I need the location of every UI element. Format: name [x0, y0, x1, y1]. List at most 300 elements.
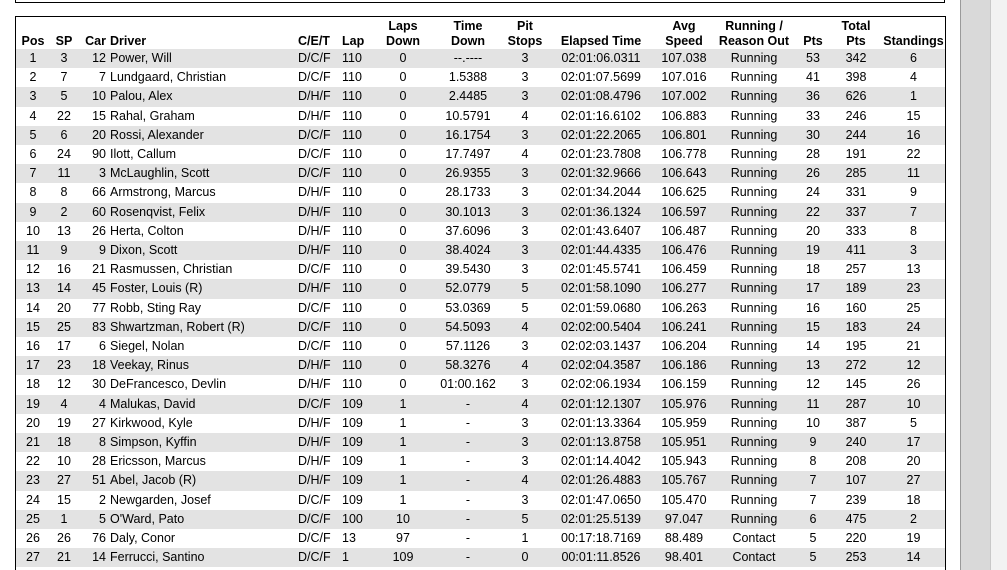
cell-elapsed: 02:01:34.2044 — [561, 185, 641, 200]
cell-standings: 4 — [910, 70, 917, 85]
race-results-table — [16, 17, 945, 567]
cell-cet: D/H/F — [298, 415, 331, 430]
cell-lap: 110 — [342, 204, 362, 219]
cell-pts: 12 — [806, 377, 820, 392]
cell-sp: 17 — [57, 339, 71, 354]
cell-time-down: - — [465, 415, 471, 430]
cell-laps-down: 0 — [399, 262, 407, 277]
cell-laps-down: 1 — [399, 435, 407, 450]
cell-laps-down: 1 — [399, 396, 407, 411]
cell-standings: 14 — [906, 550, 921, 565]
cell-standings: 6 — [910, 51, 917, 65]
cell-elapsed: 02:01:08.4796 — [561, 89, 641, 104]
table-row — [16, 279, 945, 298]
cell-standings: 7 — [910, 204, 917, 219]
cell-status: Running — [730, 492, 778, 507]
table-row — [16, 87, 945, 106]
cell-pts: 41 — [806, 70, 820, 85]
cell-total: 257 — [845, 262, 867, 277]
cell-cet: D/C/F — [298, 166, 331, 181]
cell-car: 45 — [92, 281, 106, 296]
col-pos: Pos — [21, 34, 45, 48]
cell-pts: 18 — [806, 262, 820, 277]
table-row — [16, 68, 945, 87]
table-row — [16, 107, 945, 126]
cell-pos: 14 — [26, 300, 40, 315]
col-sp: SP — [55, 34, 73, 48]
cell-avg: 106.625 — [661, 185, 707, 200]
cell-cet: D/C/F — [298, 127, 331, 142]
cell-avg: 106.801 — [661, 127, 707, 142]
table-row — [16, 395, 945, 414]
cell-standings: 26 — [906, 377, 921, 392]
col-lap: Lap — [342, 34, 365, 48]
cell-avg: 107.038 — [661, 51, 707, 65]
cell-cet: D/H/F — [298, 89, 331, 104]
cell-laps-down: 0 — [399, 281, 407, 296]
cell-pit: 3 — [521, 223, 529, 238]
cell-driver: Ilott, Callum — [110, 147, 176, 162]
cell-time-down: - — [465, 492, 471, 507]
cell-cet: D/C/F — [298, 492, 331, 507]
cell-sp: 5 — [60, 89, 68, 104]
cell-driver: Power, Will — [110, 51, 172, 65]
cell-pit: 3 — [521, 492, 529, 507]
cell-lap: 110 — [342, 147, 362, 162]
cell-lap: 110 — [342, 262, 362, 277]
cell-elapsed: 02:01:59.0680 — [561, 300, 641, 315]
cell-time-down: - — [465, 396, 471, 411]
cell-pit: 3 — [521, 127, 529, 142]
cell-sp: 24 — [57, 147, 71, 162]
cell-pts: 24 — [806, 185, 820, 200]
cell-pts: 22 — [806, 204, 820, 219]
table-row — [16, 510, 945, 529]
cell-total: 244 — [845, 127, 867, 142]
cell-status: Running — [730, 300, 778, 315]
cell-pit: 4 — [521, 473, 529, 488]
cell-lap: 1 — [342, 550, 349, 565]
cell-standings: 20 — [906, 454, 921, 469]
cell-cet: D/H/F — [298, 454, 331, 469]
cell-time-down: - — [465, 511, 471, 526]
cell-pit: 3 — [521, 454, 529, 469]
cell-cet: D/H/F — [298, 223, 331, 238]
cell-laps-down: 0 — [399, 377, 407, 392]
cell-status: Running — [730, 223, 778, 238]
cell-driver: Newgarden, Josef — [110, 492, 211, 507]
cell-avg: 106.643 — [661, 166, 707, 181]
cell-pos: 15 — [26, 319, 40, 334]
cell-pts: 7 — [809, 473, 817, 488]
cell-pit: 3 — [521, 51, 529, 65]
cell-elapsed: 02:02:03.1437 — [561, 339, 641, 354]
col-pit-stops: Pit Stops — [507, 19, 543, 48]
cell-sp: 3 — [60, 51, 68, 65]
cell-elapsed: 02:01:16.6102 — [561, 108, 641, 123]
cell-laps-down: 97 — [396, 531, 410, 546]
col-driver: Driver — [110, 34, 147, 48]
cell-pts: 53 — [806, 51, 820, 65]
cell-sp: 20 — [57, 300, 71, 315]
cell-total: 475 — [845, 511, 867, 526]
cell-car: 20 — [92, 127, 106, 142]
cell-lap: 110 — [342, 223, 362, 238]
cell-standings: 5 — [910, 415, 917, 430]
cell-cet: D/H/F — [298, 243, 331, 258]
cell-sp: 22 — [57, 108, 71, 123]
cell-avg: 106.277 — [661, 281, 707, 296]
cell-cet: D/H/F — [298, 108, 331, 123]
table-row — [16, 491, 945, 510]
cell-laps-down: 0 — [399, 243, 407, 258]
cell-cet: D/C/F — [298, 531, 331, 546]
cell-driver: McLaughlin, Scott — [110, 166, 210, 181]
cell-pos: 23 — [26, 473, 40, 488]
cell-elapsed: 02:02:04.3587 — [561, 358, 641, 373]
cell-total: 208 — [845, 454, 867, 469]
cell-standings: 9 — [910, 185, 917, 200]
table-row — [16, 299, 945, 318]
cell-sp: 23 — [57, 358, 71, 373]
cell-pos: 1 — [29, 51, 37, 65]
cell-lap: 110 — [342, 319, 362, 334]
cell-pos: 18 — [26, 377, 40, 392]
cell-elapsed: 02:01:45.5741 — [561, 262, 641, 277]
cell-driver: Palou, Alex — [110, 89, 173, 104]
cell-avg: 106.241 — [661, 319, 707, 334]
table-row — [16, 433, 945, 452]
cell-lap: 110 — [342, 300, 362, 315]
cell-sp: 16 — [57, 262, 71, 277]
cell-pos: 9 — [29, 204, 37, 219]
cell-car: 26 — [92, 223, 106, 238]
cell-elapsed: 02:01:13.8758 — [561, 435, 641, 450]
cell-pos: 27 — [26, 550, 40, 565]
cell-laps-down: 0 — [399, 204, 407, 219]
cell-avg: 88.489 — [664, 531, 704, 546]
cell-lap: 109 — [342, 473, 363, 488]
cell-sp: 13 — [57, 223, 71, 238]
cell-pit: 3 — [521, 185, 529, 200]
table-row — [16, 414, 945, 433]
table-row — [16, 203, 945, 222]
cell-lap: 110 — [342, 127, 362, 142]
table-body — [16, 49, 945, 567]
cell-time-down: 2.4485 — [448, 89, 488, 104]
cell-time-down: - — [465, 454, 471, 469]
cell-time-down: 52.0779 — [445, 281, 491, 296]
cell-standings: 24 — [906, 319, 921, 334]
cell-pts: 9 — [809, 435, 817, 450]
cell-cet: D/H/F — [298, 473, 331, 488]
cell-laps-down: 1 — [399, 473, 407, 488]
cell-avg: 106.204 — [661, 339, 707, 354]
cell-cet: D/C/F — [298, 550, 331, 565]
cell-elapsed: 02:01:32.9666 — [561, 166, 641, 181]
cell-sp: 4 — [60, 396, 68, 411]
cell-total: 287 — [845, 396, 867, 411]
cell-elapsed: 02:01:06.0311 — [561, 51, 641, 65]
cell-pts: 10 — [806, 415, 820, 430]
cell-pos: 6 — [29, 147, 37, 162]
cell-status: Running — [730, 147, 778, 162]
cell-time-down: 58.3276 — [445, 358, 491, 373]
cell-pos: 2 — [29, 70, 37, 85]
cell-status: Running — [730, 454, 778, 469]
cell-pit: 1 — [521, 531, 529, 546]
cell-time-down: 01:00.162 — [440, 377, 496, 392]
cell-car: 76 — [92, 531, 106, 546]
cell-pts: 14 — [806, 339, 820, 354]
cell-avg: 106.159 — [661, 377, 707, 392]
cell-pit: 5 — [521, 281, 529, 296]
cell-time-down: 37.6096 — [445, 223, 491, 238]
cell-time-down: 16.1754 — [445, 127, 491, 142]
cell-pit: 3 — [521, 415, 529, 430]
cell-pts: 33 — [806, 108, 820, 123]
cell-elapsed: 02:01:12.1307 — [561, 396, 641, 411]
cell-total: 411 — [846, 243, 866, 258]
cell-elapsed: 02:01:13.3364 — [561, 415, 641, 430]
cell-pos: 21 — [26, 435, 40, 450]
cell-car: 51 — [92, 473, 106, 488]
table-row — [16, 222, 945, 241]
cell-avg: 98.401 — [664, 550, 704, 565]
cell-car: 66 — [92, 185, 106, 200]
cell-avg: 105.943 — [661, 454, 707, 469]
cell-pit: 3 — [521, 377, 529, 392]
cell-lap: 109 — [342, 435, 363, 450]
cell-avg: 106.186 — [661, 358, 707, 373]
table-row — [16, 126, 945, 145]
cell-sp: 7 — [60, 70, 68, 85]
cell-status: Running — [730, 262, 778, 277]
cell-standings: 21 — [906, 339, 921, 354]
cell-elapsed: 02:02:00.5404 — [561, 319, 641, 334]
cell-status: Running — [730, 243, 778, 258]
cell-lap: 110 — [342, 51, 362, 65]
cell-laps-down: 0 — [399, 223, 407, 238]
cell-pos: 24 — [26, 492, 40, 507]
cell-status: Running — [730, 377, 778, 392]
cell-car: 30 — [92, 377, 106, 392]
cell-pit: 4 — [521, 319, 529, 334]
cell-cet: D/C/F — [298, 262, 331, 277]
cell-cet: D/C/F — [298, 396, 331, 411]
col-avg-speed: Avg Speed — [665, 19, 703, 48]
cell-driver: Dixon, Scott — [110, 243, 178, 258]
cell-lap: 110 — [342, 166, 362, 181]
cell-cet: D/C/F — [298, 70, 331, 85]
cell-lap: 13 — [342, 531, 356, 546]
cell-sp: 9 — [60, 243, 68, 258]
cell-driver: DeFrancesco, Devlin — [110, 377, 227, 392]
cell-lap: 110 — [342, 358, 362, 373]
cell-elapsed: 02:01:43.6407 — [561, 223, 641, 238]
cell-pts: 28 — [806, 147, 820, 162]
cell-cet: D/H/F — [298, 281, 331, 296]
cell-total: 246 — [845, 108, 867, 123]
cell-pts: 5 — [809, 531, 817, 546]
cell-laps-down: 10 — [396, 511, 410, 526]
cell-driver: Rahal, Graham — [110, 108, 195, 123]
table-row — [16, 260, 945, 279]
cell-status: Running — [730, 51, 778, 65]
col-time-down: Time Down — [450, 19, 486, 48]
cell-avg: 105.959 — [661, 415, 707, 430]
cell-car: 77 — [92, 300, 106, 315]
cell-driver: Foster, Louis (R) — [110, 281, 203, 296]
cell-avg: 106.263 — [661, 300, 707, 315]
cell-pts: 13 — [806, 358, 820, 373]
cell-pit: 3 — [521, 204, 529, 219]
cell-elapsed: 02:02:06.1934 — [561, 377, 641, 392]
cell-lap: 110 — [342, 70, 362, 85]
cell-elapsed: 02:01:58.1090 — [561, 281, 641, 296]
cell-status: Running — [730, 204, 778, 219]
cell-total: 387 — [845, 415, 867, 430]
col-running-reason: Running / Reason Out — [718, 19, 790, 48]
cell-time-down: 30.1013 — [445, 204, 491, 219]
cell-standings: 12 — [906, 358, 921, 373]
cell-avg: 107.002 — [661, 89, 707, 104]
cell-lap: 110 — [342, 339, 362, 354]
cell-pos: 25 — [26, 511, 40, 526]
col-car: Car — [85, 34, 106, 48]
cell-pts: 15 — [806, 319, 820, 334]
cell-driver: Shwartzman, Robert (R) — [110, 319, 245, 334]
table-row — [16, 375, 945, 394]
col-total-pts: Total Pts — [841, 19, 871, 48]
cell-sp: 2 — [60, 204, 68, 219]
cell-lap: 109 — [342, 415, 363, 430]
cell-cet: D/C/F — [298, 319, 331, 334]
cell-pos: 13 — [26, 281, 40, 296]
cell-time-down: 53.0369 — [445, 300, 491, 315]
cell-sp: 25 — [57, 319, 71, 334]
cell-total: 331 — [845, 185, 867, 200]
cell-avg: 107.016 — [661, 70, 707, 85]
cell-status: Contact — [732, 531, 776, 546]
cell-status: Running — [730, 415, 778, 430]
cell-laps-down: 0 — [399, 51, 407, 65]
cell-driver: Kirkwood, Kyle — [110, 415, 193, 430]
cell-cet: D/H/F — [298, 377, 331, 392]
cell-sp: 6 — [60, 127, 68, 142]
cell-lap: 109 — [342, 454, 363, 469]
cell-standings: 8 — [910, 223, 917, 238]
cell-pts: 5 — [809, 550, 817, 565]
cell-driver: Malukas, David — [110, 396, 196, 411]
cell-avg: 106.476 — [661, 243, 707, 258]
cell-status: Running — [730, 339, 778, 354]
cell-elapsed: 00:17:18.7169 — [561, 531, 641, 546]
cell-pit: 3 — [521, 339, 529, 354]
cell-driver: Rossi, Alexander — [110, 127, 204, 142]
cell-status: Running — [730, 473, 778, 488]
cell-driver: Abel, Jacob (R) — [110, 473, 197, 488]
table-row — [16, 356, 945, 375]
cell-laps-down: 1 — [399, 454, 407, 469]
cell-laps-down: 0 — [399, 108, 407, 123]
cell-total: 342 — [845, 51, 867, 65]
cell-cet: D/C/F — [298, 511, 331, 526]
cell-time-down: 39.5430 — [445, 262, 491, 277]
table-row — [16, 529, 945, 548]
cell-avg: 106.778 — [661, 147, 707, 162]
col-cet: C/E/T — [298, 34, 330, 48]
cell-car: 7 — [99, 70, 106, 85]
cell-standings: 19 — [906, 531, 921, 546]
cell-lap: 110 — [342, 377, 362, 392]
col-standings: Standings — [883, 34, 944, 48]
cell-pit: 3 — [521, 166, 529, 181]
cell-avg: 97.047 — [664, 511, 704, 526]
cell-avg: 105.976 — [661, 396, 707, 411]
cell-status: Running — [730, 127, 778, 142]
cell-laps-down: 0 — [399, 166, 407, 181]
cell-status: Running — [730, 185, 778, 200]
cell-car: 9 — [99, 243, 106, 258]
cell-car: 60 — [92, 204, 106, 219]
cell-avg: 105.767 — [661, 473, 707, 488]
cell-car: 21 — [92, 262, 106, 277]
cell-status: Running — [730, 511, 778, 526]
cell-driver: Lundgaard, Christian — [110, 70, 227, 85]
cell-lap: 110 — [342, 243, 362, 258]
cell-cet: D/H/F — [298, 204, 331, 219]
cell-elapsed: 02:01:23.7808 — [561, 147, 641, 162]
cell-pts: 6 — [809, 511, 817, 526]
cell-car: 15 — [92, 108, 106, 123]
cell-total: 145 — [845, 377, 867, 392]
cell-pit: 3 — [521, 262, 529, 277]
cell-elapsed: 02:01:47.0650 — [561, 492, 641, 507]
cell-driver: Ferrucci, Santino — [110, 550, 205, 565]
cell-total: 240 — [845, 435, 867, 450]
cell-status: Running — [730, 435, 778, 450]
scrollbar-track[interactable] — [990, 0, 1007, 570]
cell-time-down: 1.5388 — [448, 70, 488, 85]
col-laps-down: Laps Down — [385, 19, 421, 48]
cell-pos: 12 — [26, 262, 40, 277]
cell-pts: 36 — [806, 89, 820, 104]
cell-pts: 30 — [806, 127, 820, 142]
table-row — [16, 318, 945, 337]
cell-status: Running — [730, 166, 778, 181]
cell-laps-down: 0 — [399, 185, 407, 200]
table-row — [16, 164, 945, 183]
cell-sp: 15 — [57, 492, 71, 507]
cell-avg: 106.883 — [661, 108, 707, 123]
cell-status: Running — [730, 281, 778, 296]
cell-car: 12 — [92, 51, 106, 65]
cell-pts: 20 — [806, 223, 820, 238]
cell-laps-down: 0 — [399, 70, 407, 85]
cell-sp: 12 — [57, 377, 71, 392]
col-elapsed-time: Elapsed Time — [560, 34, 642, 48]
cell-status: Running — [730, 89, 778, 104]
cell-laps-down: 0 — [399, 147, 407, 162]
cell-time-down: 17.7497 — [445, 147, 491, 162]
cell-car: 90 — [92, 147, 106, 162]
cell-driver: Rasmussen, Christian — [110, 262, 233, 277]
cell-total: 195 — [845, 339, 867, 354]
cell-pit: 3 — [521, 89, 529, 104]
cell-driver: Herta, Colton — [110, 223, 184, 238]
cell-laps-down: 0 — [399, 127, 407, 142]
